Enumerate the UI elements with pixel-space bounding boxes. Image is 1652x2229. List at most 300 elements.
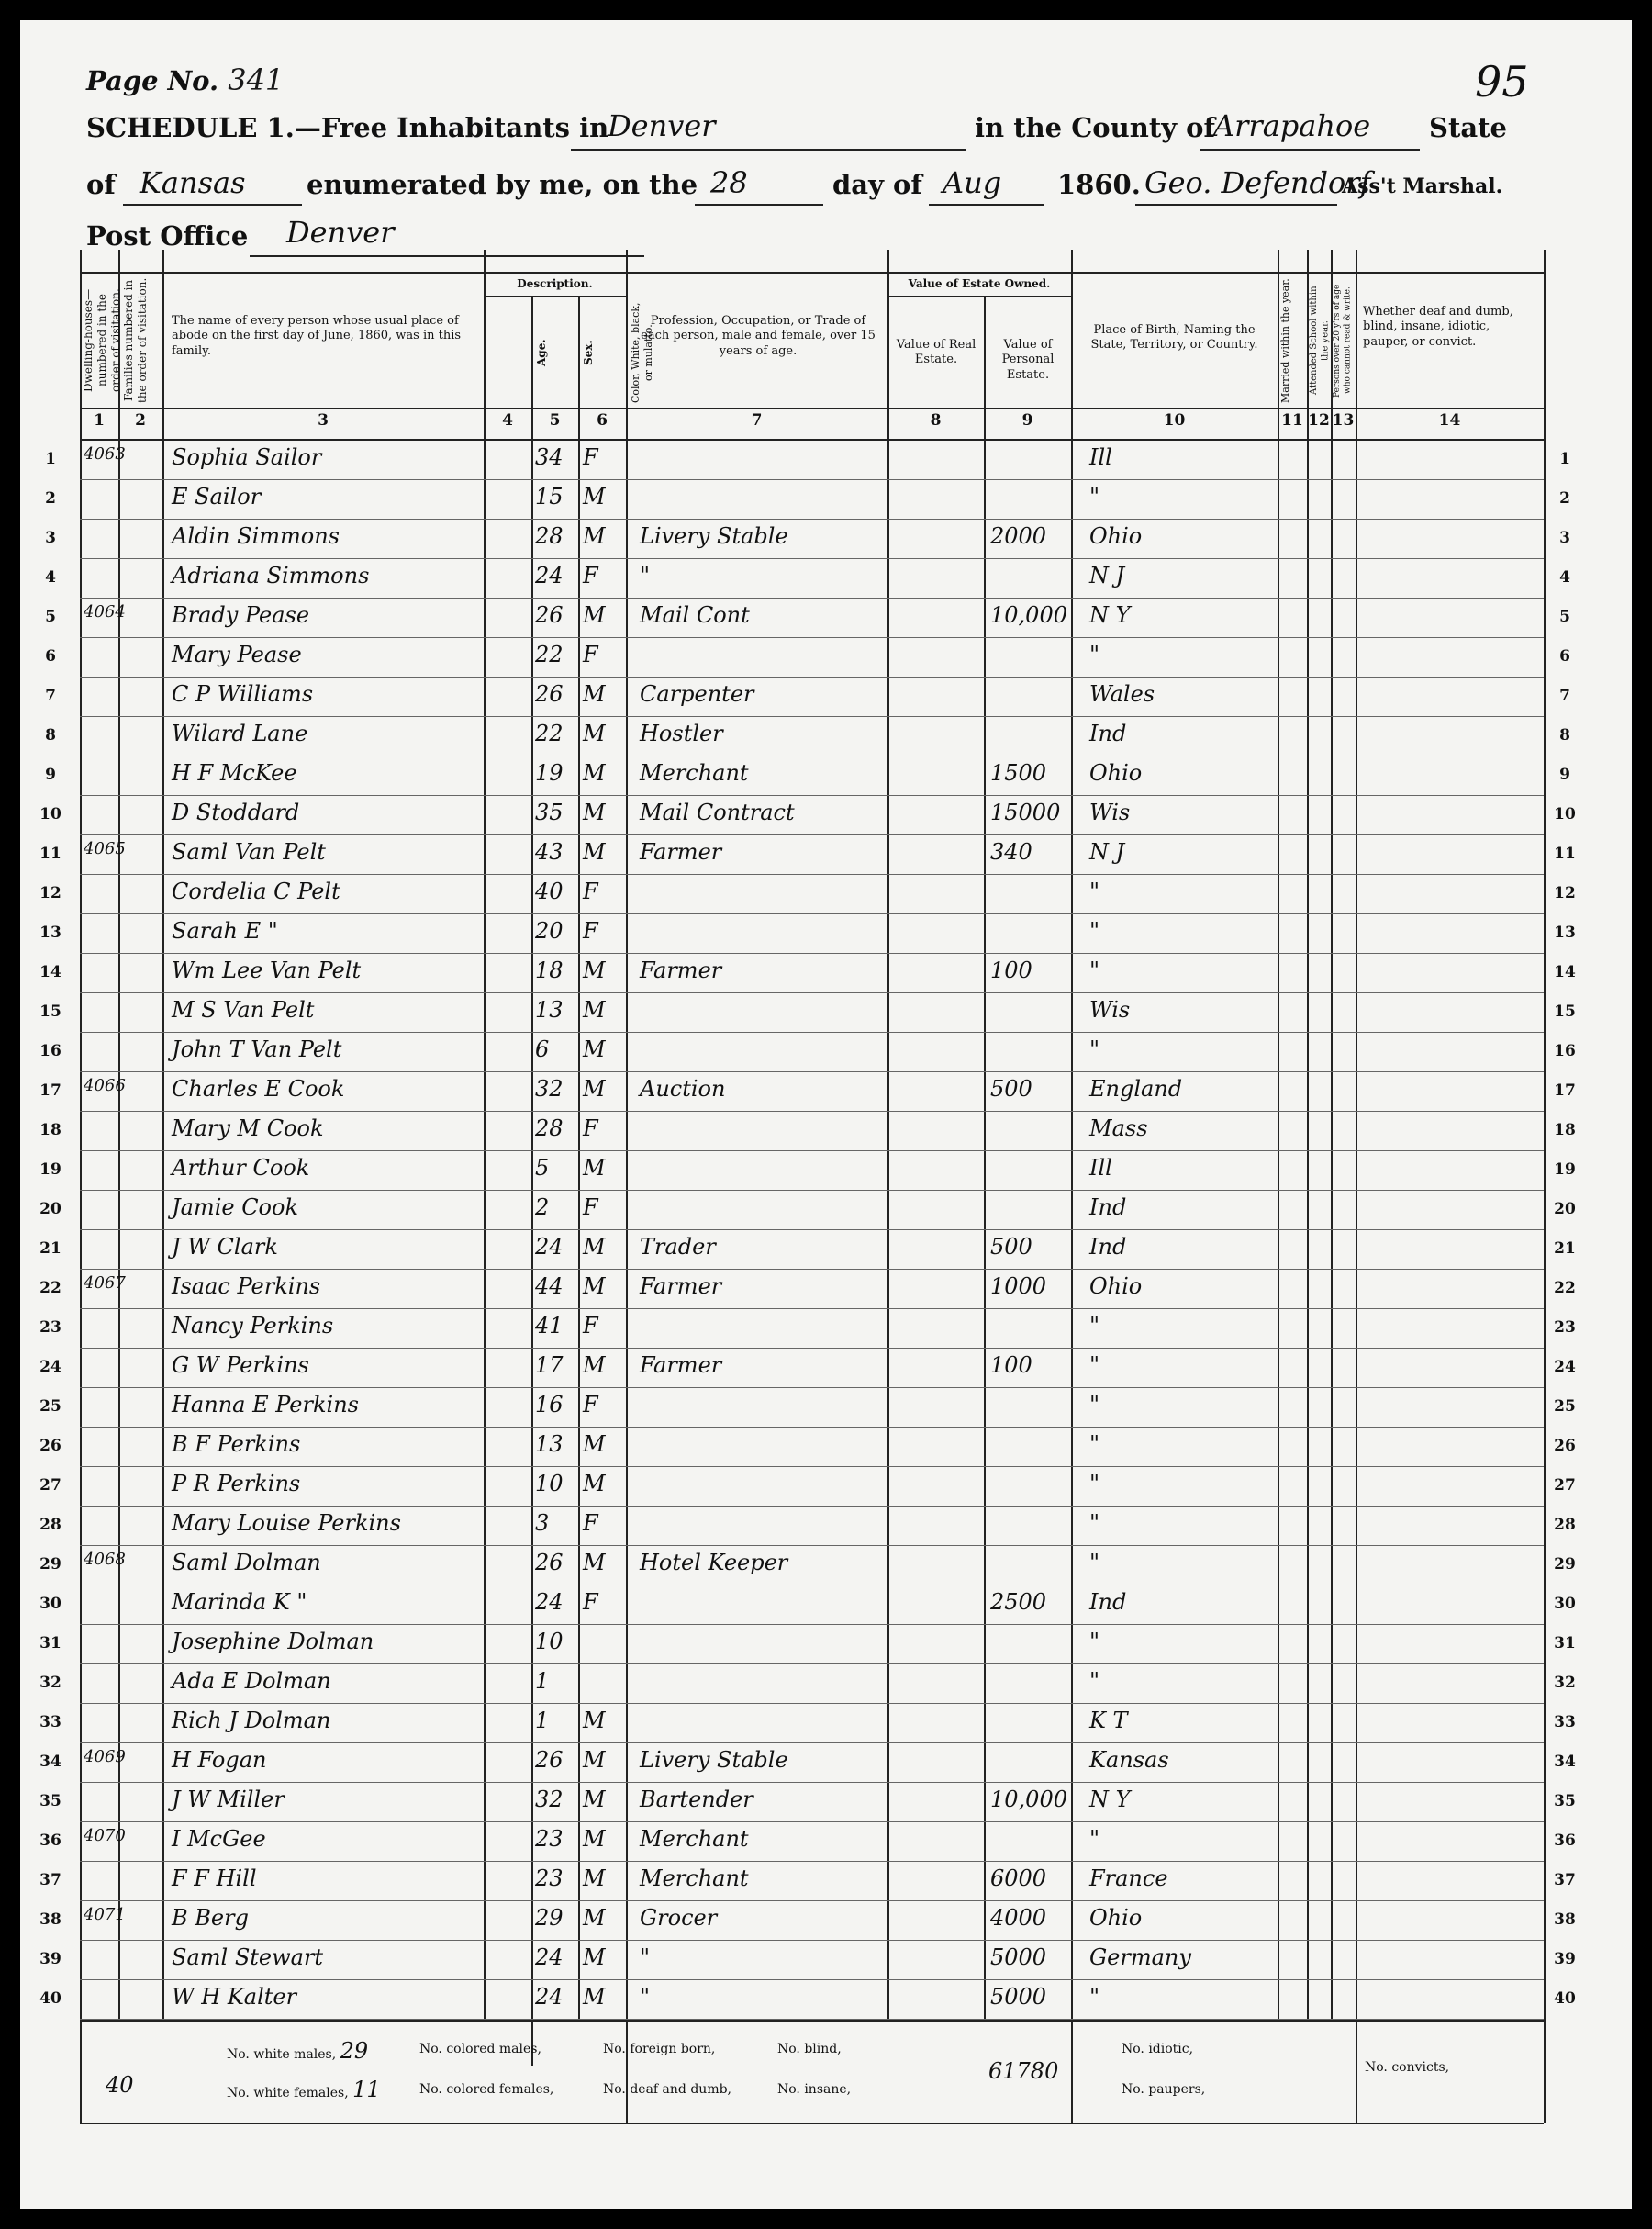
table-row <box>39 1112 1576 1151</box>
convicts-label: No. convicts, <box>1365 2060 1450 2075</box>
colnum-3: 3 <box>318 411 329 430</box>
cell-sex: M <box>583 1905 606 1931</box>
cell-age: 35 <box>535 800 564 825</box>
cell-occ: Trader <box>640 1234 716 1260</box>
idiotic-field <box>1122 2042 1193 2056</box>
cell-sex: F <box>583 1115 598 1141</box>
cell-birth: Ohio <box>1089 1905 1143 1931</box>
cell-pe: 1500 <box>990 760 1047 786</box>
blind-field <box>777 2042 842 2056</box>
row-number-left: 25 <box>39 1397 61 1416</box>
cell-age: 23 <box>535 1826 564 1852</box>
month-value: Aug <box>943 165 1002 200</box>
cell-age: 15 <box>535 484 564 510</box>
cell-pe: 5000 <box>990 1984 1047 2010</box>
cell-name: Rich J Dolman <box>172 1708 331 1733</box>
census-table <box>39 250 1576 2123</box>
cell-occ: Bartender <box>640 1787 753 1812</box>
cell-name: Brady Pease <box>172 602 310 628</box>
total-value: 61780 <box>988 2058 1059 2084</box>
row-number-left: 9 <box>45 766 56 784</box>
cell-name: Hanna E Perkins <box>172 1392 359 1417</box>
cell-sex: M <box>583 1155 606 1181</box>
colnum-2: 2 <box>135 411 146 430</box>
cell-age: 26 <box>535 1550 564 1575</box>
cell-age: 34 <box>535 444 564 470</box>
page-label <box>86 62 284 97</box>
cell-sex: M <box>583 1708 606 1733</box>
cell-occ: Hostler <box>640 721 723 746</box>
cell-birth: Ind <box>1089 1194 1127 1220</box>
cell-sex: F <box>583 1510 598 1536</box>
row-number-right: 7 <box>1559 687 1570 705</box>
cell-age: 10 <box>535 1629 564 1654</box>
table-row <box>39 1901 1576 1941</box>
table-row <box>39 1072 1576 1112</box>
cell-name: F F Hill <box>172 1865 257 1891</box>
table-row <box>39 1941 1576 1980</box>
cell-pe: 2000 <box>990 523 1047 549</box>
cell-birth: France <box>1089 1865 1168 1891</box>
cell-dw: 4063 <box>84 444 126 464</box>
paupers-field <box>1122 2082 1205 2097</box>
cell-occ: " <box>640 563 651 588</box>
insane-label: No. insane, <box>777 2082 852 2097</box>
table-row <box>39 1664 1576 1704</box>
row-number-left: 14 <box>39 963 61 981</box>
table-row <box>39 1783 1576 1822</box>
marshal-label: Ass't Marshal. <box>1342 174 1503 198</box>
year-label: 1860. <box>1057 169 1141 200</box>
cell-birth: " <box>1089 1431 1100 1457</box>
row-number-right: 33 <box>1554 1713 1576 1731</box>
table-row <box>39 1507 1576 1546</box>
table-row <box>39 1862 1576 1901</box>
idiotic-label: No. idiotic, <box>1122 2042 1194 2056</box>
row-number-left: 37 <box>39 1871 61 1889</box>
cell-age: 40 <box>535 879 564 904</box>
cell-name: B F Perkins <box>172 1431 301 1457</box>
cell-name: D Stoddard <box>172 800 300 825</box>
col-school-header: Attended School within the year. <box>1309 286 1331 396</box>
cell-pe: 2500 <box>990 1589 1047 1615</box>
row-number-left: 22 <box>39 1279 61 1297</box>
cell-age: 24 <box>535 1984 564 2010</box>
cell-birth: " <box>1089 1510 1100 1536</box>
cell-pe: 6000 <box>990 1865 1047 1891</box>
cell-pe: 15000 <box>990 800 1061 825</box>
cell-age: 24 <box>535 1589 564 1615</box>
cell-age: 3 <box>535 1510 550 1536</box>
row-number-right: 38 <box>1554 1910 1576 1929</box>
cell-name: Sarah E " <box>172 918 278 944</box>
cell-dw: 4067 <box>84 1273 126 1293</box>
cell-sex: M <box>583 1984 606 2010</box>
place-line <box>571 149 966 151</box>
white-females-field <box>227 2077 381 2102</box>
cell-occ: " <box>640 1984 651 2010</box>
cell-birth: " <box>1089 1036 1100 1062</box>
cell-sex: M <box>583 1826 606 1852</box>
day-of-label: day of <box>832 169 922 200</box>
cell-name: Aldin Simmons <box>172 523 340 549</box>
row-number-left: 35 <box>39 1792 61 1810</box>
cell-age: 10 <box>535 1471 564 1496</box>
cell-age: 23 <box>535 1865 564 1891</box>
cell-birth: Ohio <box>1089 760 1143 786</box>
cell-birth: " <box>1089 1392 1100 1417</box>
table-row <box>45 559 1570 599</box>
cell-pe: 10,000 <box>990 602 1067 628</box>
cell-sex: F <box>583 1194 598 1220</box>
cell-dw: 4070 <box>84 1826 126 1845</box>
table-row <box>45 599 1570 638</box>
row-number-left: 23 <box>39 1318 61 1337</box>
table-row <box>39 1428 1576 1467</box>
cell-birth: Ohio <box>1089 523 1143 549</box>
colored-females-field <box>419 2082 553 2097</box>
cell-age: 32 <box>535 1076 564 1102</box>
white-females-value: 11 <box>352 2077 381 2102</box>
col-real-estate-header: Value of Real Estate. <box>896 338 977 367</box>
cell-dw: 4069 <box>84 1747 126 1766</box>
cell-occ: Livery Stable <box>640 523 788 549</box>
cell-birth: K T <box>1089 1708 1128 1733</box>
insane-field <box>777 2082 851 2097</box>
cell-birth: " <box>1089 1984 1100 2010</box>
table-row <box>39 796 1576 835</box>
row-number-left: 32 <box>39 1674 61 1692</box>
cell-birth: " <box>1089 918 1100 944</box>
row-number-right: 27 <box>1554 1476 1576 1495</box>
cell-birth: England <box>1089 1076 1183 1102</box>
table-row <box>39 875 1576 914</box>
cell-age: 24 <box>535 1234 564 1260</box>
cell-name: Adriana Simmons <box>172 563 370 588</box>
cell-pe: 340 <box>990 839 1032 865</box>
cell-dw: 4068 <box>84 1550 126 1569</box>
state-line <box>123 204 302 206</box>
table-row <box>39 1625 1576 1664</box>
cell-sex: M <box>583 1273 606 1299</box>
paupers-label: No. paupers, <box>1122 2082 1206 2097</box>
foreign-born-label: No. foreign born, <box>603 2042 716 2056</box>
total-value-field <box>988 2058 1058 2084</box>
table-row <box>45 678 1570 717</box>
white-males-label: No. white males, <box>227 2047 337 2062</box>
cell-name: John T Van Pelt <box>172 1036 342 1062</box>
cell-age: 1 <box>535 1668 550 1694</box>
cell-sex: M <box>583 1787 606 1812</box>
colnum-1: 1 <box>94 411 105 430</box>
cell-name: E Sailor <box>172 484 262 510</box>
cell-name: Cordelia C Pelt <box>172 879 340 904</box>
row-number-left: 7 <box>45 687 56 705</box>
table-row <box>45 717 1570 756</box>
cell-sex: F <box>583 879 598 904</box>
row-number-right: 23 <box>1554 1318 1576 1337</box>
cell-occ: Livery Stable <box>640 1747 788 1773</box>
cell-birth: N J <box>1089 839 1125 865</box>
col-personal-estate-header: Value of Personal Estate. <box>1001 338 1055 382</box>
foreign-born-field <box>603 2042 715 2056</box>
cell-occ: Farmer <box>640 958 722 983</box>
cell-birth: N J <box>1089 563 1125 588</box>
cell-birth: Wales <box>1089 681 1155 707</box>
col-color-header: Color, White, black, or mulatto. <box>630 302 654 403</box>
post-office-label: Post Office <box>86 220 249 252</box>
cell-sex: M <box>583 1865 606 1891</box>
cell-birth: " <box>1089 1471 1100 1496</box>
page-label-text: Page No. <box>86 65 219 96</box>
cell-name: Wm Lee Van Pelt <box>172 958 362 983</box>
table-row <box>39 1349 1576 1388</box>
county-label: in the County of <box>975 112 1215 143</box>
cell-pe: 100 <box>990 1352 1032 1378</box>
cell-name: M S Van Pelt <box>172 997 315 1023</box>
row-number-left: 20 <box>39 1200 61 1218</box>
row-number-right: 2 <box>1559 489 1570 508</box>
cell-name: H Fogan <box>172 1747 267 1773</box>
description-header: Description. <box>517 277 593 290</box>
row-number-left: 16 <box>39 1042 61 1060</box>
row-number-right: 9 <box>1559 766 1570 784</box>
cell-age: 1 <box>535 1708 550 1733</box>
description-rule <box>484 296 626 297</box>
cell-sex: M <box>583 1944 606 1970</box>
col-family-header: Families numbered in the order of visitation. <box>122 277 149 404</box>
colnum-10: 10 <box>1163 411 1186 430</box>
table-row <box>39 1033 1576 1072</box>
cell-sex: M <box>583 997 606 1023</box>
cell-sex: F <box>583 444 598 470</box>
blind-label: No. blind, <box>777 2042 842 2056</box>
marshal-value: Geo. Defendorf <box>1144 165 1371 200</box>
cell-name: Charles E Cook <box>172 1076 345 1102</box>
cell-name: Saml Dolman <box>172 1550 321 1575</box>
col-married-header: Married within the year. <box>1279 278 1291 403</box>
cell-dw: 4066 <box>84 1076 126 1095</box>
estate-header: Value of Estate Owned. <box>908 277 1051 290</box>
cell-age: 41 <box>535 1313 564 1339</box>
white-males-value: 29 <box>340 2038 369 2064</box>
cell-sex: M <box>583 839 606 865</box>
cell-age: 32 <box>535 1787 564 1812</box>
table-row <box>39 1191 1576 1230</box>
col-illiterate-header: Persons over 20 y'rs of age who cannot read & write. <box>1333 284 1353 398</box>
row-number-right: 16 <box>1554 1042 1576 1060</box>
table-row <box>39 1585 1576 1625</box>
row-number-left: 34 <box>39 1753 61 1771</box>
enumerated-label: enumerated by me, on the <box>307 169 698 200</box>
state-label: State <box>1429 112 1507 143</box>
row-number-right: 5 <box>1559 608 1570 626</box>
marshal-line <box>1135 204 1337 206</box>
cell-name: P R Perkins <box>172 1471 301 1496</box>
cell-sex: M <box>583 523 606 549</box>
cell-name: Saml Van Pelt <box>172 839 326 865</box>
of-label: of <box>86 169 116 200</box>
cell-occ: Farmer <box>640 839 722 865</box>
cell-name: H F McKee <box>172 760 297 786</box>
cell-sex: F <box>583 1313 598 1339</box>
footer-tally <box>106 2072 134 2098</box>
colnum-11: 11 <box>1281 411 1303 430</box>
row-number-right: 12 <box>1554 884 1576 902</box>
row-number-right: 35 <box>1554 1792 1576 1810</box>
cell-age: 19 <box>535 760 564 786</box>
cell-age: 44 <box>535 1273 564 1299</box>
row-number-left: 15 <box>39 1002 61 1021</box>
cell-sex: M <box>583 760 606 786</box>
day-line <box>695 204 823 206</box>
row-number-left: 17 <box>39 1081 61 1100</box>
cell-sex: M <box>583 602 606 628</box>
row-number-left: 31 <box>39 1634 61 1652</box>
cell-age: 28 <box>535 1115 564 1141</box>
place-value: Denver <box>608 108 716 143</box>
col-dwelling-header: Dwelling-houses— numbered in the order of visitation. <box>82 288 122 393</box>
cell-occ: Farmer <box>640 1273 722 1299</box>
row-number-right: 24 <box>1554 1358 1576 1376</box>
row-number-right: 14 <box>1554 963 1576 981</box>
row-number-right: 31 <box>1554 1634 1576 1652</box>
cell-sex: M <box>583 1471 606 1496</box>
cell-birth: " <box>1089 1352 1100 1378</box>
cell-age: 13 <box>535 1431 564 1457</box>
table-row <box>39 1230 1576 1270</box>
col-name-header: The name of every person whose usual place of abode on the first day of June, 1860, was in this family. <box>172 314 462 358</box>
row-number-right: 39 <box>1554 1950 1576 1968</box>
cell-age: 24 <box>535 563 564 588</box>
table-row <box>39 1704 1576 1743</box>
row-number-right: 29 <box>1554 1555 1576 1574</box>
cell-occ: " <box>640 1944 651 1970</box>
cell-sex: M <box>583 1076 606 1102</box>
table-row <box>39 1270 1576 1309</box>
cell-occ: Mail Cont <box>640 602 750 628</box>
colnum-12: 12 <box>1308 411 1330 430</box>
cell-name: J W Clark <box>172 1234 278 1260</box>
row-number-right: 20 <box>1554 1200 1576 1218</box>
cell-age: 6 <box>535 1036 550 1062</box>
cell-sex: F <box>583 918 598 944</box>
row-number-right: 28 <box>1554 1516 1576 1534</box>
row-number-left: 26 <box>39 1437 61 1455</box>
cell-pe: 1000 <box>990 1273 1047 1299</box>
cell-occ: Mail Contract <box>640 800 795 825</box>
cell-birth: N Y <box>1089 1787 1131 1812</box>
cell-dw: 4065 <box>84 839 126 858</box>
tally-value: 40 <box>106 2072 134 2098</box>
row-number-right: 30 <box>1554 1595 1576 1613</box>
cell-birth: Ill <box>1089 1155 1112 1181</box>
row-number-left: 38 <box>39 1910 61 1929</box>
colnum-14: 14 <box>1438 411 1461 430</box>
row-number-left: 13 <box>39 924 61 942</box>
row-number-left: 36 <box>39 1831 61 1850</box>
day-value: 28 <box>710 165 748 200</box>
table-row <box>39 1151 1576 1191</box>
cell-birth: " <box>1089 642 1100 667</box>
colored-females-label: No. colored females, <box>419 2082 554 2097</box>
state-value: Kansas <box>140 165 246 200</box>
row-number-left: 10 <box>39 805 61 823</box>
cell-occ: Merchant <box>640 1865 749 1891</box>
cell-name: Josephine Dolman <box>172 1629 374 1654</box>
colnum-4: 4 <box>502 411 513 430</box>
cell-name: Nancy Perkins <box>172 1313 334 1339</box>
row-number-left: 39 <box>39 1950 61 1968</box>
cell-birth: Ill <box>1089 444 1112 470</box>
row-number-right: 3 <box>1559 529 1570 547</box>
row-number-left: 33 <box>39 1713 61 1731</box>
cell-occ: Grocer <box>640 1905 718 1931</box>
cell-pe: 10,000 <box>990 1787 1067 1812</box>
colnum-8: 8 <box>930 411 942 430</box>
cell-age: 18 <box>535 958 564 983</box>
row-number-right: 19 <box>1554 1160 1576 1179</box>
cell-age: 2 <box>535 1194 550 1220</box>
table-row <box>39 835 1576 875</box>
body-bottom-rule <box>80 2020 1544 2022</box>
cell-age: 22 <box>535 721 564 746</box>
cell-name: Isaac Perkins <box>172 1273 321 1299</box>
cell-birth: Wis <box>1089 997 1131 1023</box>
row-number-right: 1 <box>1559 450 1570 468</box>
deaf-dumb-label: No. deaf and dumb, <box>603 2082 731 2097</box>
cell-birth: Germany <box>1089 1944 1191 1970</box>
cell-name: Jamie Cook <box>172 1194 298 1220</box>
cell-occ: Farmer <box>640 1352 722 1378</box>
row-number-right: 15 <box>1554 1002 1576 1021</box>
row-number-right: 11 <box>1554 845 1576 863</box>
schedule-label: SCHEDULE 1.—Free Inhabitants in <box>86 112 609 143</box>
cell-sex: F <box>583 563 598 588</box>
col-birthplace-header: Place of Birth, Naming the State, Territory, or Country. <box>1090 323 1258 353</box>
cell-birth: " <box>1089 1313 1100 1339</box>
cell-age: 5 <box>535 1155 550 1181</box>
cell-birth: Ind <box>1089 1589 1127 1615</box>
col-sex-header: Sex. <box>582 340 595 365</box>
table-row <box>39 1546 1576 1585</box>
table-row <box>39 993 1576 1033</box>
cell-name: Arthur Cook <box>172 1155 310 1181</box>
row-number-right: 17 <box>1554 1081 1576 1100</box>
cell-name: J W Miller <box>172 1787 285 1812</box>
convicts-field <box>1365 2060 1449 2075</box>
white-males-field <box>227 2038 368 2064</box>
table-row <box>39 1467 1576 1507</box>
cell-age: 26 <box>535 602 564 628</box>
cell-sex: F <box>583 1589 598 1615</box>
header-rule <box>80 408 1544 409</box>
table-bottom-border <box>80 2123 1544 2124</box>
row-number-left: 2 <box>45 489 56 508</box>
cell-name: I McGee <box>172 1826 266 1852</box>
cell-age: 16 <box>535 1392 564 1417</box>
cell-dw: 4071 <box>84 1905 126 1924</box>
row-number-right: 4 <box>1559 568 1570 587</box>
page-number: 341 <box>228 62 285 97</box>
cell-sex: F <box>583 642 598 667</box>
colnum-6: 6 <box>597 411 608 430</box>
table-row <box>45 520 1570 559</box>
table-row <box>39 914 1576 954</box>
row-number-right: 26 <box>1554 1437 1576 1455</box>
cell-birth: Wis <box>1089 800 1131 825</box>
row-number-left: 40 <box>39 1989 61 2008</box>
